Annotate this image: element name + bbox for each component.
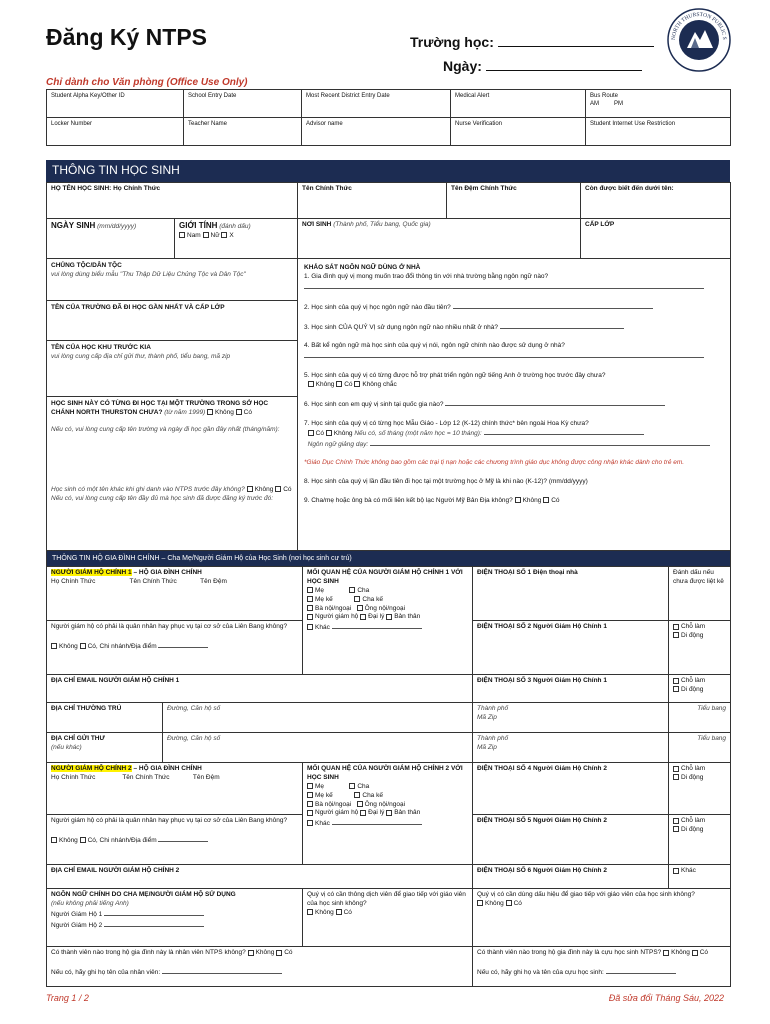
- form-title: Đăng Ký NTPS: [46, 24, 208, 50]
- guardian2-relationship-cell: MỐI QUAN HỆ CỦA NGƯỜI GIÁM HỘ CHÍNH 2 VỚI HỌC SINH Mẹ Cha Mẹ kế Cha kế Bà nội/ngoại Ông nội/ngoại Người giám hộ Đại lý Bản thân Khác: [303, 763, 473, 865]
- guardian1-name-cell[interactable]: NGƯỜI GIÁM HỘ CHÍNH 1 – HỘ GIA ĐÌNH CHÍNH Họ Chính Thức Tên Chính Thức Tên Đệm: [47, 567, 303, 621]
- guardian1-military-cell[interactable]: Người giám hộ có phải là quân nhân hay phục vụ tại cơ sở của Liên Bang không? Không Có, Chi nhánh/Địa điểm: [47, 621, 303, 675]
- phone5-type-cell[interactable]: Chỗ làm Di động: [669, 815, 731, 865]
- alum-no-checkbox[interactable]: [663, 950, 669, 956]
- office-cell[interactable]: Student Internet Use Restriction: [586, 118, 731, 146]
- ever-nt-no-checkbox[interactable]: [207, 409, 213, 415]
- phone1-unlisted-cell[interactable]: Đánh dấu nếu chưa được liệt kê: [669, 567, 731, 621]
- g2-military-no-checkbox[interactable]: [51, 837, 57, 843]
- rel2-father-checkbox[interactable]: [349, 783, 355, 789]
- phone3-work-checkbox[interactable]: [673, 678, 679, 684]
- phone4-cell[interactable]: ĐIỆN THOẠI SỐ 4 Người Giám Hộ Chính 2: [473, 763, 669, 815]
- rel1-self-checkbox[interactable]: [386, 614, 392, 620]
- q1-input[interactable]: [304, 282, 704, 289]
- phone2-cell[interactable]: ĐIỆN THOẠI SỐ 2 Người Giám Hộ Chính 1: [473, 621, 669, 675]
- gender-x-checkbox[interactable]: [221, 232, 227, 238]
- prev-district-cell[interactable]: TÊN CỦA HỌC KHU TRƯỚC KIA vui lòng cung cấp địa chỉ gửi thư, thành phố, tiểu bang, mã zip: [47, 341, 297, 397]
- svg-text:NORTH THURSTON PUBLIC SCHOOLS: NORTH THURSTON PUBLIC S: [670, 11, 728, 41]
- ever-nt-cell[interactable]: HỌC SINH NÀY CÓ TỪNG ĐI HỌC TẠI MỘT TRƯỜNG TRONG SỞ HỌC CHÁNH NORTH THURSTON CHƯA? (từ năm 1999) Không Có Nếu có, vui lòng cung cấp tên trường và ngày đi học gần đây nhất (tháng/năm):: [51, 400, 280, 434]
- office-cell[interactable]: Student Alpha Key/Other ID: [47, 90, 184, 118]
- guardian1-email-cell[interactable]: ĐỊA CHỈ EMAIL NGƯỜI GIÁM HỘ CHÍNH 1: [47, 675, 473, 703]
- interp-no-checkbox[interactable]: [307, 909, 313, 915]
- phone2-cell-checkbox[interactable]: [673, 632, 679, 638]
- other-name-cell[interactable]: Học sinh có một tên khác khi ghi danh vào NTPS trước đây không? Không Có Nếu có, vui lòng cung cấp tên đầy đủ mà học sinh đã được đăng ký trước đó:: [51, 486, 292, 502]
- gender-m-checkbox[interactable]: [179, 232, 185, 238]
- rel2-self-checkbox[interactable]: [386, 810, 392, 816]
- residence-label: ĐỊA CHỈ THƯỜNG TRÚ: [47, 703, 163, 733]
- language-survey-cell: KHẢO SÁT NGÔN NGỮ DÙNG Ở NHÀ 1. Gia đình quý vị mong muốn trao đổi thông tin với nhà trường bằng ngôn ngữ nào? 2. Học sinh của quý vị học ngôn ngữ nào đầu tiên? 3. Học sinh CỦA QUÝ VỊ sử dụng ngôn ngữ nào nhiều nhất ở nhà? 4. Bất kể ngôn ngữ mà học sinh của quý vị nói, ngôn ngữ chính nào được sử dụng ở nhà? 5. Học sinh của quý vị có từng được hỗ trợ phát triển ngôn ngữ tiếng Anh ở trường học trước đây chưa? Không Có Không chắc 6. Học sinh con em quý vị sinh tại quốc gia nào? 7. Học sinh của quý vị có từng học Mẫu Giáo - Lớp 12 (K-12) chính thức* bên ngoài Hoa Kỳ chưa? Có Không Nếu có, số tháng (một năm học = 10 tháng): Ngôn ngữ giảng dạy: *Giáo Dục Chính Thức không bao gồm các trại tị nạn hoặc các chương trình giáo dục không được công nhận khác dành cho trẻ em. 8. Học sinh của quý vị lần đầu tiên đi học tại một trường học ở Mỹ là khi nào (K-12)? (mm/dd/yyyy) 9. Cha/mẹ hoặc ông bà có mối liên kết bộ lạc Người Mỹ Bản Địa không? Không Có: [298, 259, 731, 564]
- rel2-grandfather-checkbox[interactable]: [357, 801, 363, 807]
- rel2-other-checkbox[interactable]: [307, 820, 313, 826]
- interpreter-cell[interactable]: Quý vị có cần thông dịch viên để giao tiếp với giáo viên của học sinh không? Không Có: [303, 889, 473, 947]
- aka-cell[interactable]: Còn được biết đến dưới tên:: [581, 183, 731, 219]
- family-info-table: [46, 550, 731, 987]
- phone3-cell[interactable]: ĐIỆN THOẠI SỐ 3 Người Giám Hộ Chính 1: [473, 675, 669, 703]
- gender-f-checkbox[interactable]: [203, 232, 209, 238]
- guardian1-relationship-cell: MỐI QUAN HỆ CỦA NGƯỜI GIÁM HỘ CHÍNH 1 VỚI HỌC SINH Mẹ Cha Mẹ kế Cha kế Bà nội/ngoại Ông nội/ngoại Người giám hộ Đại lý Bản thân Khác: [303, 567, 473, 675]
- phone5-cell-checkbox[interactable]: [673, 826, 679, 832]
- interp-yes-checkbox[interactable]: [336, 909, 342, 915]
- dob-cell[interactable]: NGÀY SINH (mm/dd/yyyy): [47, 219, 175, 259]
- q5-yes-checkbox[interactable]: [336, 381, 342, 387]
- staff-yes-checkbox[interactable]: [276, 950, 282, 956]
- school-field: Trường học:: [410, 34, 654, 50]
- other-name-yes-checkbox[interactable]: [275, 486, 281, 492]
- phone3-type-cell[interactable]: Chỗ làm Di động: [669, 675, 731, 703]
- alumni-cell[interactable]: Có thành viên nào trong hộ gia đình này là cựu học sinh NTPS? Không Có Nếu có, hãy ghi họ và tên của cựu học sinh:: [473, 947, 731, 987]
- guardian2-military-cell[interactable]: Người giám hộ có phải là quân nhân hay phục vụ tại cơ sở của Liên Bang không? Không Có, Chi nhánh/Địa điểm: [47, 815, 303, 865]
- phone6-other-checkbox[interactable]: [673, 868, 679, 874]
- rel2-guardian-checkbox[interactable]: [307, 810, 313, 816]
- student-info-table: [46, 182, 731, 564]
- date-input[interactable]: [486, 58, 642, 71]
- school-input[interactable]: [498, 34, 654, 47]
- mailing-label: ĐỊA CHỈ GỬI THƯ (nếu khác): [47, 733, 163, 763]
- q5-unsure-checkbox[interactable]: [354, 381, 360, 387]
- rel2-stepmother-checkbox[interactable]: [307, 792, 313, 798]
- staff-no-checkbox[interactable]: [248, 950, 254, 956]
- q7-yes-checkbox[interactable]: [308, 430, 314, 436]
- q5-no-checkbox[interactable]: [308, 381, 314, 387]
- rel1-other-checkbox[interactable]: [307, 624, 313, 630]
- rel2-agency-checkbox[interactable]: [360, 810, 366, 816]
- g2-military-yes-checkbox[interactable]: [80, 837, 86, 843]
- rel2-grandmother-checkbox[interactable]: [307, 801, 313, 807]
- legal-middle-name-cell[interactable]: Tên Đệm Chính Thức: [447, 183, 581, 219]
- ever-nt-yes-checkbox[interactable]: [236, 409, 242, 415]
- office-cell[interactable]: Nurse Verification: [451, 118, 586, 146]
- mailing-street-cell[interactable]: Đường, Căn hộ số: [163, 733, 473, 763]
- rel1-stepmother-checkbox[interactable]: [307, 596, 313, 602]
- ethnicity-cell[interactable]: CHỦNG TỘC/DÂN TỘC vui lòng dùng biểu mẫu "Thu Thập Dữ Liệu Chủng Tộc và Dân Tộc": [47, 259, 297, 301]
- q7-months-input[interactable]: [484, 428, 644, 435]
- mailing-city-cell[interactable]: Thành phố Mã Zip: [473, 733, 669, 763]
- g1-military-no-checkbox[interactable]: [51, 643, 57, 649]
- legal-first-name-cell[interactable]: Tên Chính Thức: [298, 183, 447, 219]
- office-cell[interactable]: School Entry Date: [184, 90, 302, 118]
- office-cell[interactable]: Teacher Name: [184, 118, 302, 146]
- phone6-cell[interactable]: ĐIỆN THOẠI SỐ 6 Người Giám Hộ Chính 2: [473, 865, 669, 889]
- alum-yes-checkbox[interactable]: [692, 950, 698, 956]
- rel1-mother-checkbox[interactable]: [307, 587, 313, 593]
- residence-state-cell[interactable]: Tiểu bang: [669, 703, 731, 733]
- q9-yes-checkbox[interactable]: [543, 497, 549, 503]
- office-use-table: [46, 89, 731, 146]
- family-section-header: THÔNG TIN HỘ GIA ĐÌNH CHÍNH – Cha Mẹ/Người Giám Hộ của Học Sinh (nơi học sinh cư trú): [47, 551, 731, 567]
- phone1-cell[interactable]: ĐIỆN THOẠI SỐ 1 Điện thoại nhà: [473, 567, 669, 621]
- office-cell[interactable]: Locker Number: [47, 118, 184, 146]
- other-name-no-checkbox[interactable]: [247, 486, 253, 492]
- q4-input[interactable]: [304, 351, 704, 358]
- home-language-cell[interactable]: NGÔN NGỮ CHÍNH DO CHA MẸ/NGƯỜI GIÁM HỘ SỬ DỤNG (nếu không phải tiếng Anh) Người Giám Hộ 1 Người Giám Hộ 2: [47, 889, 303, 947]
- phone5-cell[interactable]: ĐIỆN THOẠI SỐ 5 Người Giám Hộ Chính 2: [473, 815, 669, 865]
- g1-military-yes-checkbox[interactable]: [80, 643, 86, 649]
- rel1-agency-checkbox[interactable]: [360, 614, 366, 620]
- guardian2-email-cell[interactable]: ĐỊA CHỈ EMAIL NGƯỜI GIÁM HỘ CHÍNH 2: [47, 865, 473, 889]
- phone3-cell-checkbox[interactable]: [673, 686, 679, 692]
- grade-cell[interactable]: CẤP LỚP: [581, 219, 731, 259]
- rel1-father-checkbox[interactable]: [349, 587, 355, 593]
- rel2-stepfather-checkbox[interactable]: [354, 792, 360, 798]
- birthplace-cell[interactable]: NƠI SINH (Thành phố, Tiểu bang, Quốc gia): [298, 219, 581, 259]
- q9-no-checkbox[interactable]: [515, 497, 521, 503]
- q2-input[interactable]: [453, 302, 653, 309]
- phone4-cell-checkbox[interactable]: [673, 774, 679, 780]
- office-cell[interactable]: Medical Alert: [451, 90, 586, 118]
- sign-language-cell[interactable]: Quý vị có cần dùng dấu hiệu để giao tiếp với giáo viên của học sinh không? Không Có: [473, 889, 731, 947]
- gender-cell[interactable]: GIỚI TÍNH (đánh dấu) Nam Nữ X: [175, 219, 298, 259]
- page-number: Trang 1 / 2: [46, 993, 89, 1003]
- rel2-mother-checkbox[interactable]: [307, 783, 313, 789]
- sign-no-checkbox[interactable]: [477, 900, 483, 906]
- rel1-grandfather-checkbox[interactable]: [357, 605, 363, 611]
- q3-input[interactable]: [500, 322, 624, 329]
- student-left-column: [47, 259, 298, 564]
- sign-yes-checkbox[interactable]: [506, 900, 512, 906]
- revision-date: Đã sửa đổi Tháng Sáu, 2022: [608, 993, 724, 1003]
- residence-street-cell[interactable]: Đường, Căn hộ số: [163, 703, 473, 733]
- q7-language-input[interactable]: [370, 439, 710, 446]
- phone5-work-checkbox[interactable]: [673, 818, 679, 824]
- office-cell[interactable]: Most Recent District Entry Date: [302, 90, 451, 118]
- rel1-grandmother-checkbox[interactable]: [307, 605, 313, 611]
- rel1-stepfather-checkbox[interactable]: [354, 596, 360, 602]
- phone2-type-cell[interactable]: Chỗ làm Di động: [669, 621, 731, 675]
- phone4-type-cell[interactable]: Chỗ làm Di động: [669, 763, 731, 815]
- q7-no-checkbox[interactable]: [326, 430, 332, 436]
- q6-input[interactable]: [445, 399, 665, 406]
- student-section-header: THÔNG TIN HỌC SINH: [46, 160, 730, 182]
- phone4-work-checkbox[interactable]: [673, 766, 679, 772]
- mailing-state-cell[interactable]: Tiểu bang: [669, 733, 731, 763]
- residence-city-cell[interactable]: Thành phố Mã Zip: [473, 703, 669, 733]
- rel1-guardian-checkbox[interactable]: [307, 614, 313, 620]
- legal-last-name-cell[interactable]: HỌ TÊN HỌC SINH: Họ Chính Thức: [47, 183, 298, 219]
- office-cell[interactable]: Bus Route AM PM: [586, 90, 731, 118]
- district-logo: [667, 8, 731, 72]
- office-cell[interactable]: Advisor name: [302, 118, 451, 146]
- last-school-cell[interactable]: TÊN CỦA TRƯỜNG ĐÃ ĐI HỌC GẦN NHẤT VÀ CẤP LỚP: [47, 301, 297, 341]
- office-use-label: Chỉ dành cho Văn phòng (Office Use Only): [46, 77, 248, 88]
- date-field: Ngày:: [443, 58, 642, 74]
- guardian2-name-cell[interactable]: NGƯỜI GIÁM HỘ CHÍNH 2 – HỘ GIA ĐÌNH CHÍNH Họ Chính Thức Tên Chính Thức Tên Đệm: [47, 763, 303, 815]
- phone2-work-checkbox[interactable]: [673, 624, 679, 630]
- phone6-type-cell[interactable]: Khác: [669, 865, 731, 889]
- staff-member-cell[interactable]: Có thành viên nào trong hộ gia đình này là nhân viên NTPS không? Không Có Nếu có, hãy ghi họ tên của nhân viên:: [47, 947, 473, 987]
